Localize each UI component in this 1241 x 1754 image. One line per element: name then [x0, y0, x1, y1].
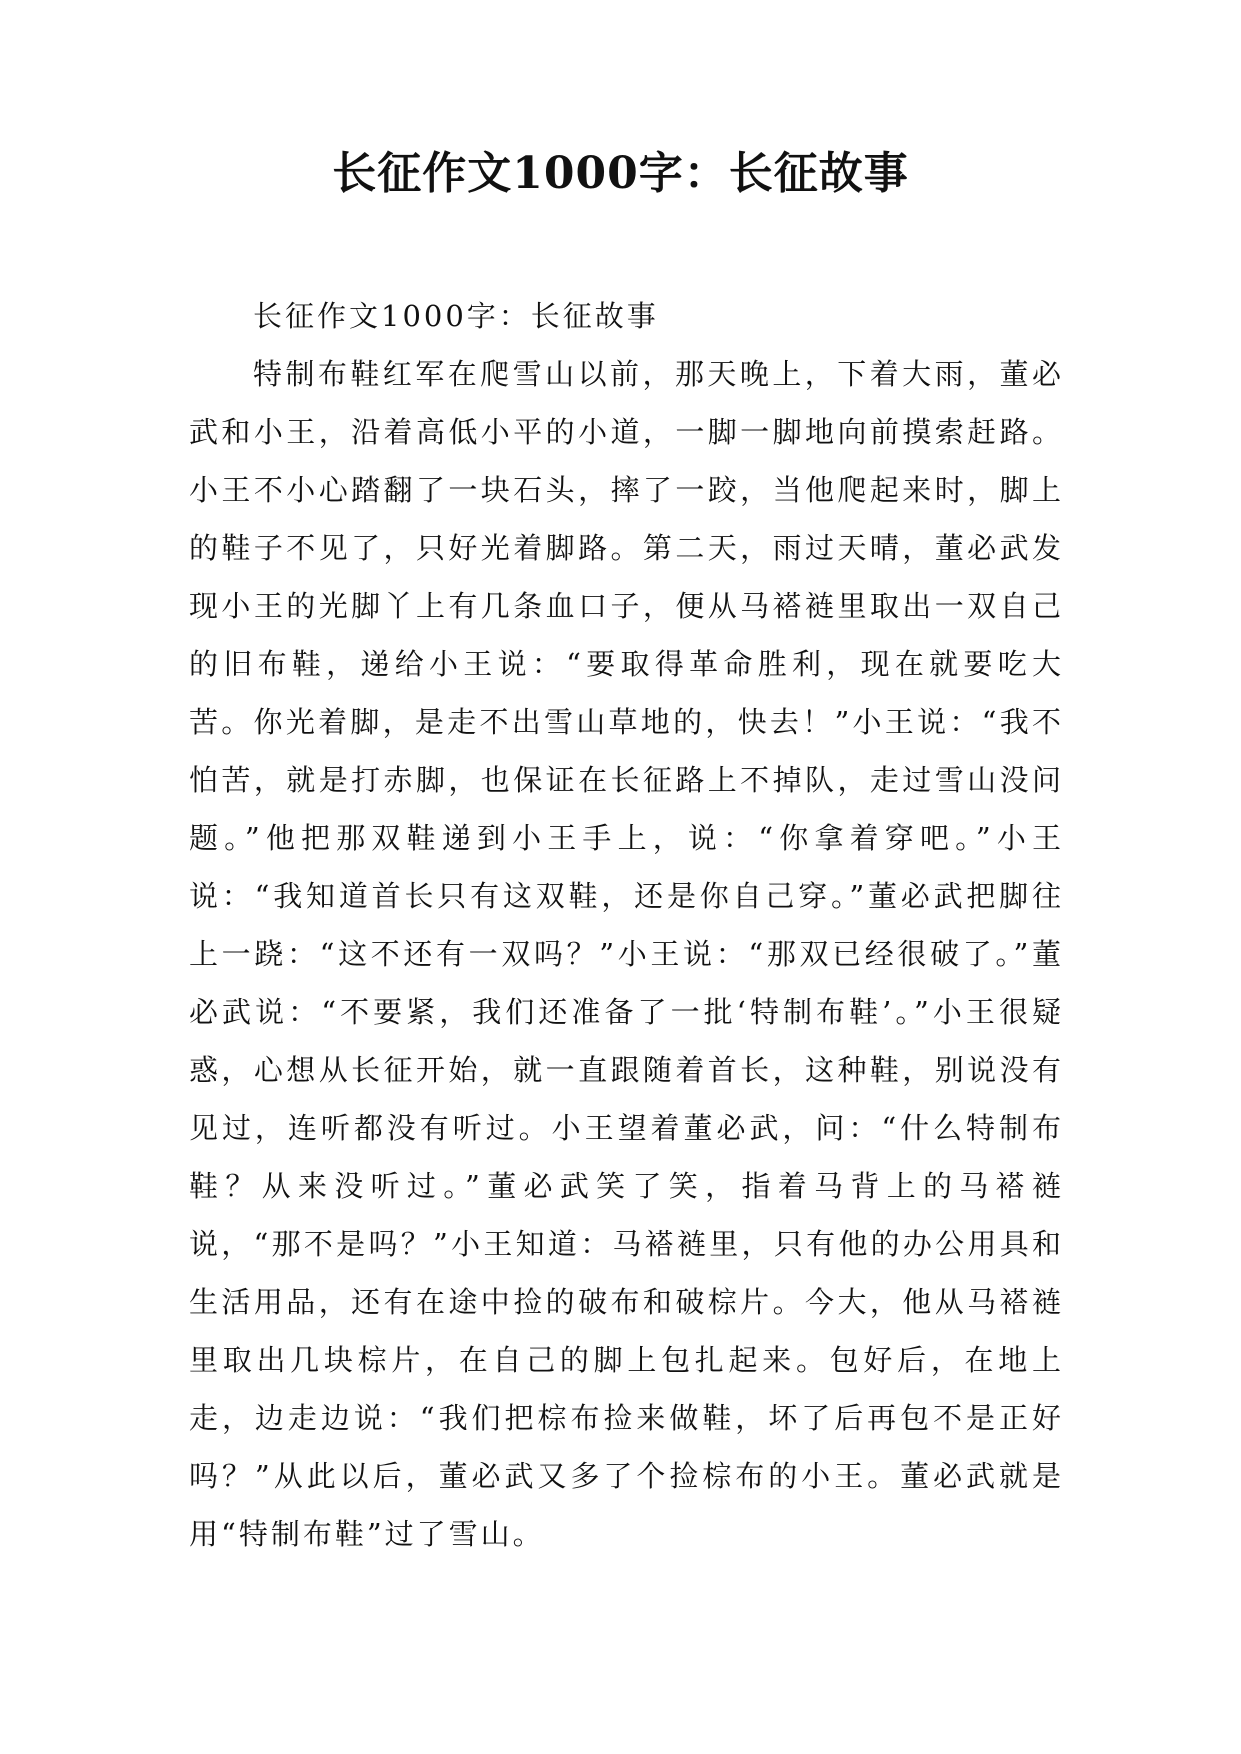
document-body: [189, 287, 1064, 1563]
paragraph-subtitle: 长征作文1000字：长征故事: [253, 299, 659, 333]
document-title: 长征作文1000字：长征故事: [332, 148, 909, 199]
paragraph-story: 特制布鞋红军在爬雪山以前，那天晚上，下着大雨，董必武和小王，沿着高低小平的小道，一脚一脚地向前摸索赶路。小王不小心踏翻了一块石头，摔了一跤，当他爬起来时，脚上的鞋子不见了，只好光着脚路。第二天，雨过天晴，董必武发现小王的光脚丫上有几条血口子，便从马褡裢里取出一双自己的旧布鞋，递给小王说：“要取得革命胜利，现在就要吃大苦。你光着脚，是走不出雪山草地的，快去！”小王说：“我不怕苦，就是打赤脚，也保证在长征路上不掉队，走过雪山没问题。”他把那双鞋递到小王手上，说：“你拿着穿吧。”小王说：“我知道首长只有这双鞋，还是你自己穿。”董必武把脚往上一跷：“这不还有一双吗？”小王说：“那双已经很破了。”董必武说：“不要紧，我们还准备了一批‘特制布鞋’。”小王很疑惑，心想从长征开始，就一直跟随着首长，这种鞋，别说没有见过，连听都没有听过。小王望着董必武，问：“什么特制布鞋？从来没听过。”董必武笑了笑，指着马背上的马褡裢说，“那不是吗？”小王知道：马褡裢里，只有他的办公用具和生活用品，还有在途中捡的破布和破棕片。今大，他从马褡裢里取出几块棕片，在自己的脚上包扎起来。包好后，在地上走，边走边说：“我们把棕布捡来做鞋，坏了后再包不是正好吗？”从此以后，董必武又多了个捡棕布的小王。董必武就是用“特制布鞋”过了雪山。: [189, 357, 1064, 1551]
